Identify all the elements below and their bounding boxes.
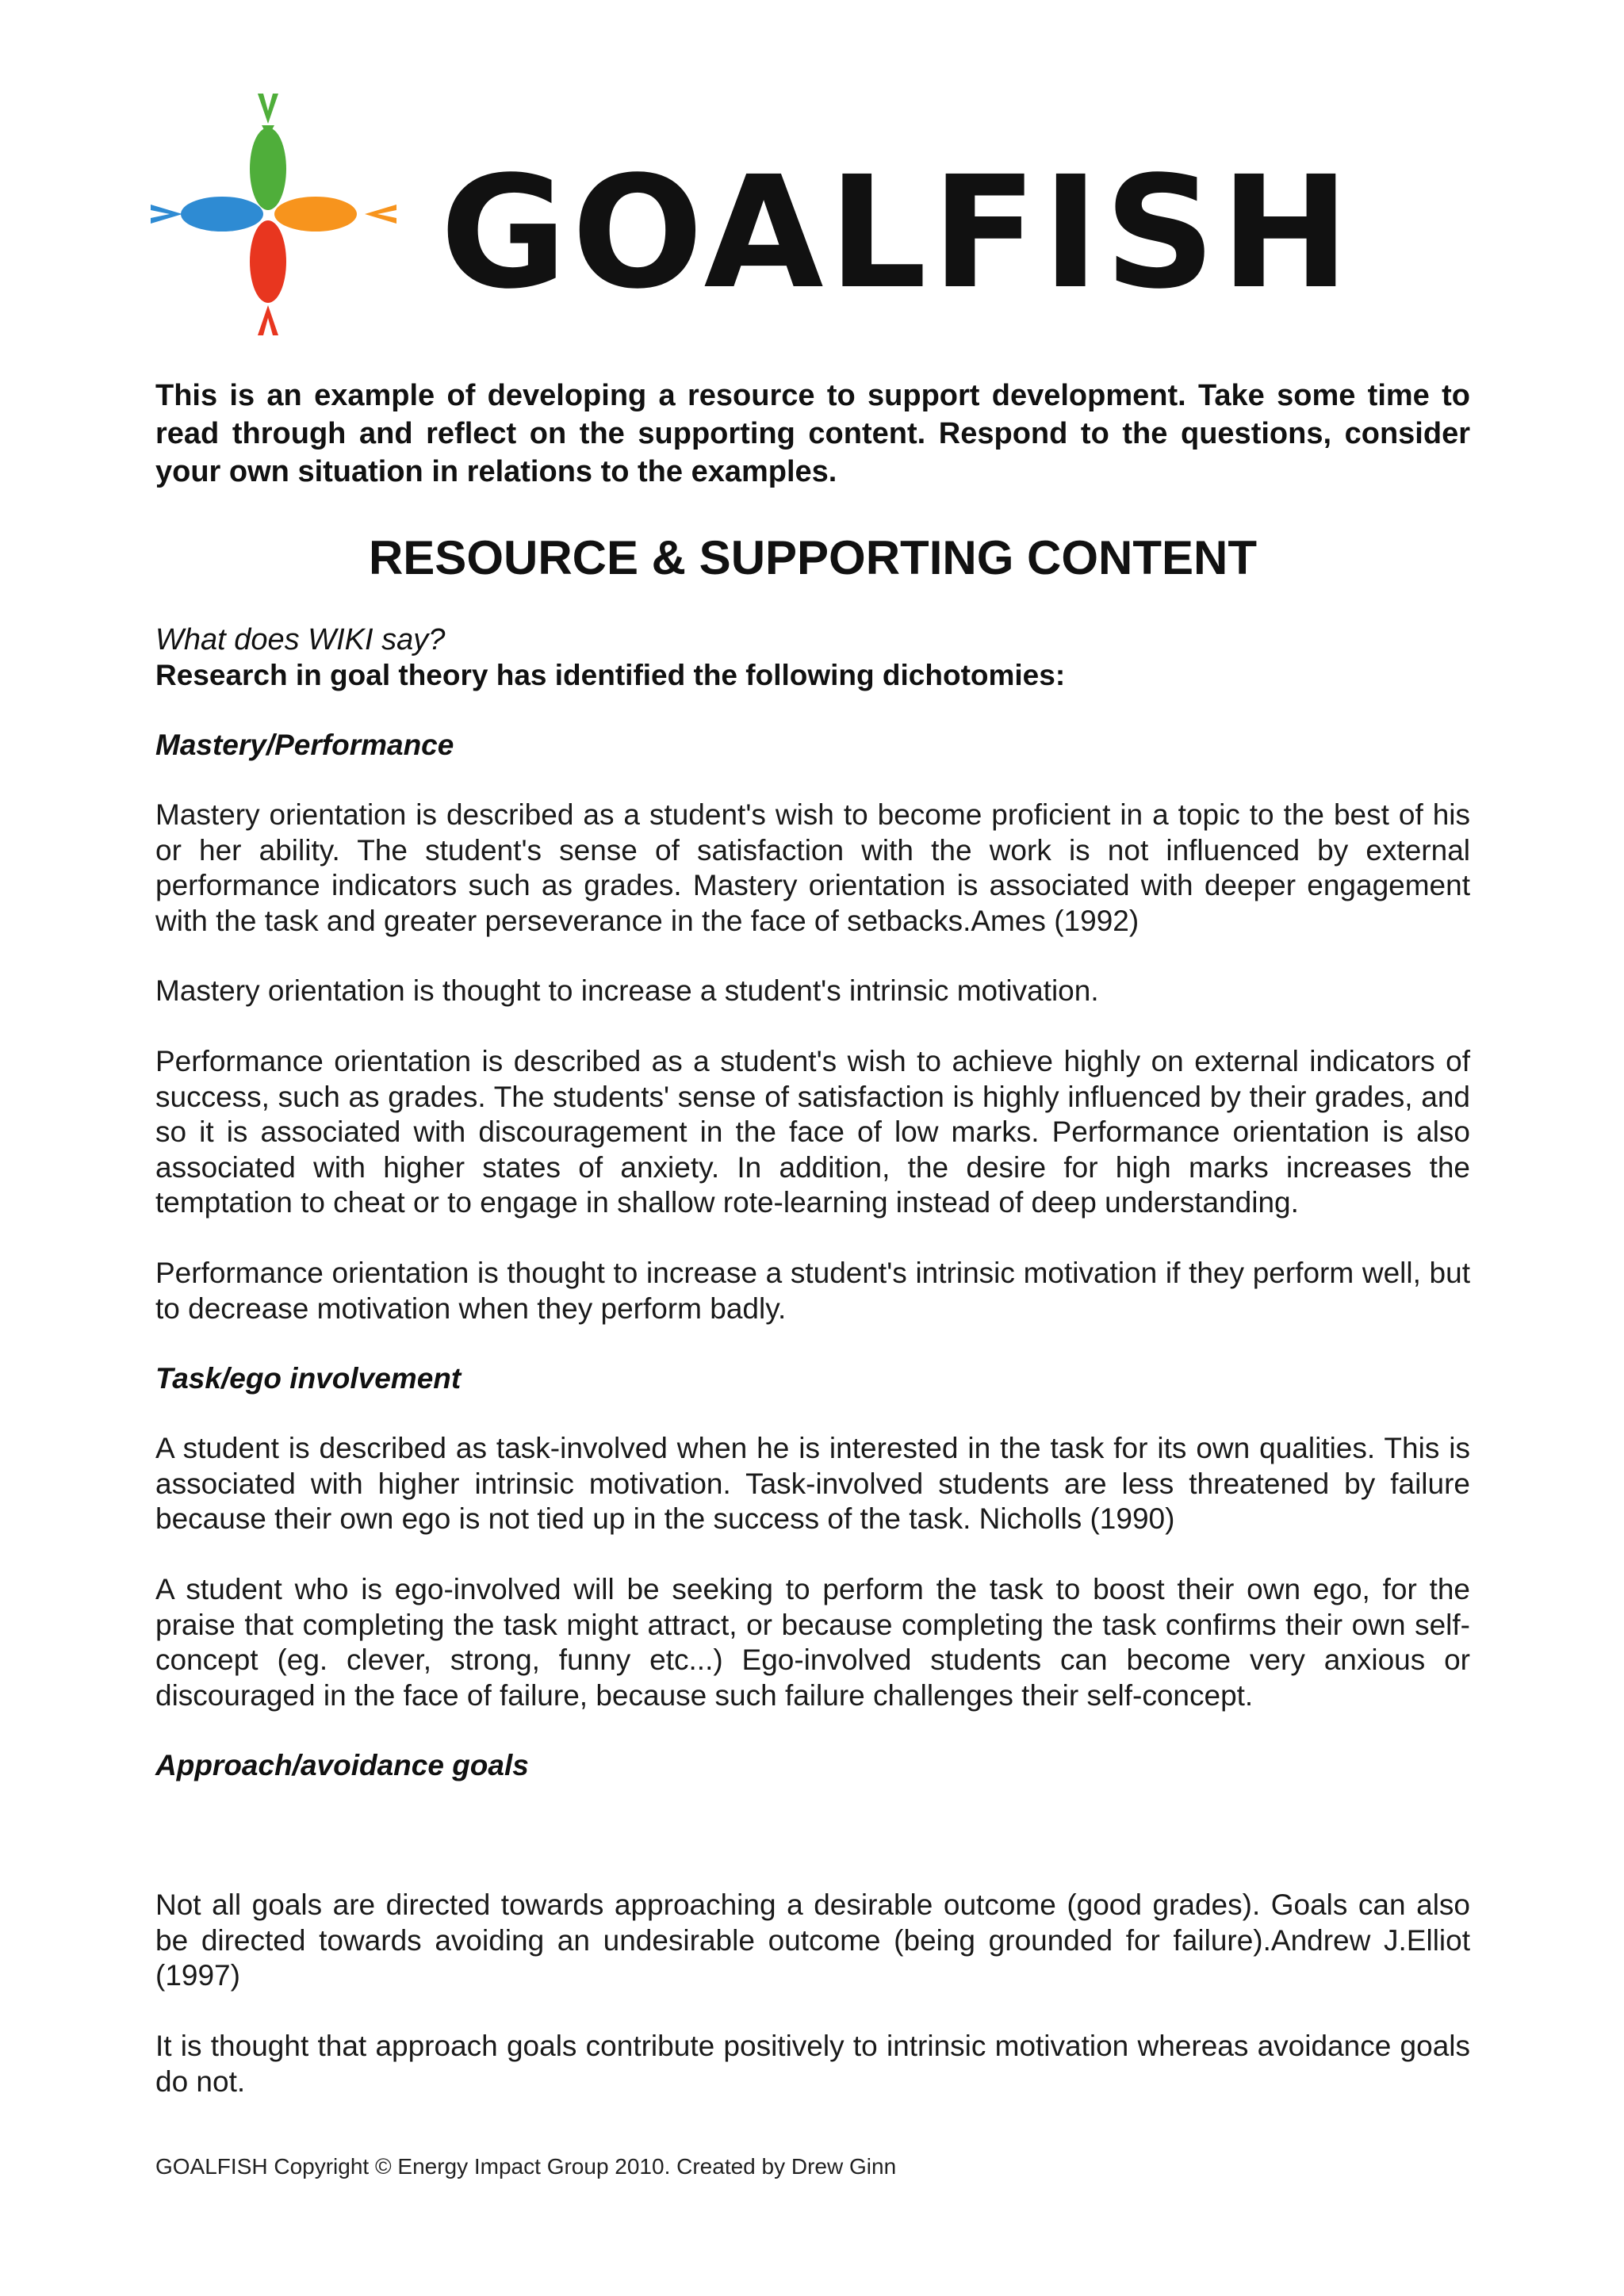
page-title: RESOURCE & SUPPORTING CONTENT	[368, 531, 1258, 584]
footer-copyright: GOALFISH Copyright © Energy Impact Group 2010. Created by Drew Ginn	[155, 2154, 897, 2179]
fish-cross-icon	[151, 94, 404, 335]
blue-fish-icon	[151, 197, 263, 232]
document-body	[155, 377, 1470, 2099]
wiki-question: What does WIKI say?	[155, 623, 446, 656]
task-paragraph-1: A student is described as task-involved when he is interested in the task for its own qualities. This is associated with higher intrinsic motivation. Task-involved students are less threatened by failure because their own ego is not tied up in the success of the task. Nicholls (1990)	[155, 1432, 1470, 1536]
orange-fish-icon	[274, 197, 396, 232]
mastery-paragraph-2: Mastery orientation is thought to increase a student's intrinsic motivation.	[155, 974, 1099, 1008]
heading-approach-avoidance: Approach/avoidance goals	[155, 1749, 529, 1782]
approach-paragraph-1: Not all goals are directed towards approaching a desirable outcome (good grades). Goals can also be directed towards avoiding an undesirable outcome (being grounded for failure).Andrew J.Elliot (1997)	[155, 1888, 1470, 1992]
wiki-intro: Research in goal theory has identified the following dichotomies:	[155, 659, 1066, 691]
approach-paragraph-2: It is thought that approach goals contribute positively to intrinsic motivation whereas avoidance goals do not.	[155, 2030, 1470, 2098]
heading-mastery-performance: Mastery/Performance	[155, 729, 454, 761]
red-fish-icon	[250, 220, 286, 335]
blank-spacer	[155, 1783, 1470, 1853]
mastery-paragraph-1: Mastery orientation is described as a student's wish to become proficient in a topic to the best of his or her ability. The student's sense of satisfaction with the work is not influenced by external performance indicators such as grades. Mastery orientation is associated with deeper engagement with the task and greater perseverance in the face of setbacks.Ames (1992)	[155, 798, 1470, 937]
heading-task-ego: Task/ego involvement	[155, 1362, 462, 1395]
performance-paragraph-2: Performance orientation is thought to increase a student's intrinsic motivation if they perform well, but to decrease motivation when they perform badly.	[155, 1256, 1470, 1325]
task-paragraph-2: A student who is ego-involved will be seeking to perform the task to boost their own ego, for the praise that completing the task might attract, or because completing the task confirms their own self-concept (eg. clever, strong, funny etc...) Ego-involved students can become very anxious or discouraged in the face of failure, because such failure challenges their self-concept.	[155, 1572, 1470, 1712]
performance-paragraph-1: Performance orientation is described as a student's wish to achieve highly on external indicators of success, such as grades. The students' sense of satisfaction is highly influenced by their grades, and so it is associated with discouragement in the face of low marks. Performance orientation is also associated with higher states of anxiety. In addition, the desire for high marks increases the temptation to cheat or to engage in shallow rote-learning instead of deep understanding.	[155, 1044, 1470, 1219]
goalfish-logo	[151, 94, 1459, 335]
intro-paragraph: This is an example of developing a resource to support development. Take some time to read through and reflect on the supporting content. Respond to the questions, consider your own situation in relations to the examples.	[155, 379, 1470, 488]
green-fish-icon	[250, 94, 286, 210]
logo-wordmark: GOALFISH	[440, 143, 1355, 323]
